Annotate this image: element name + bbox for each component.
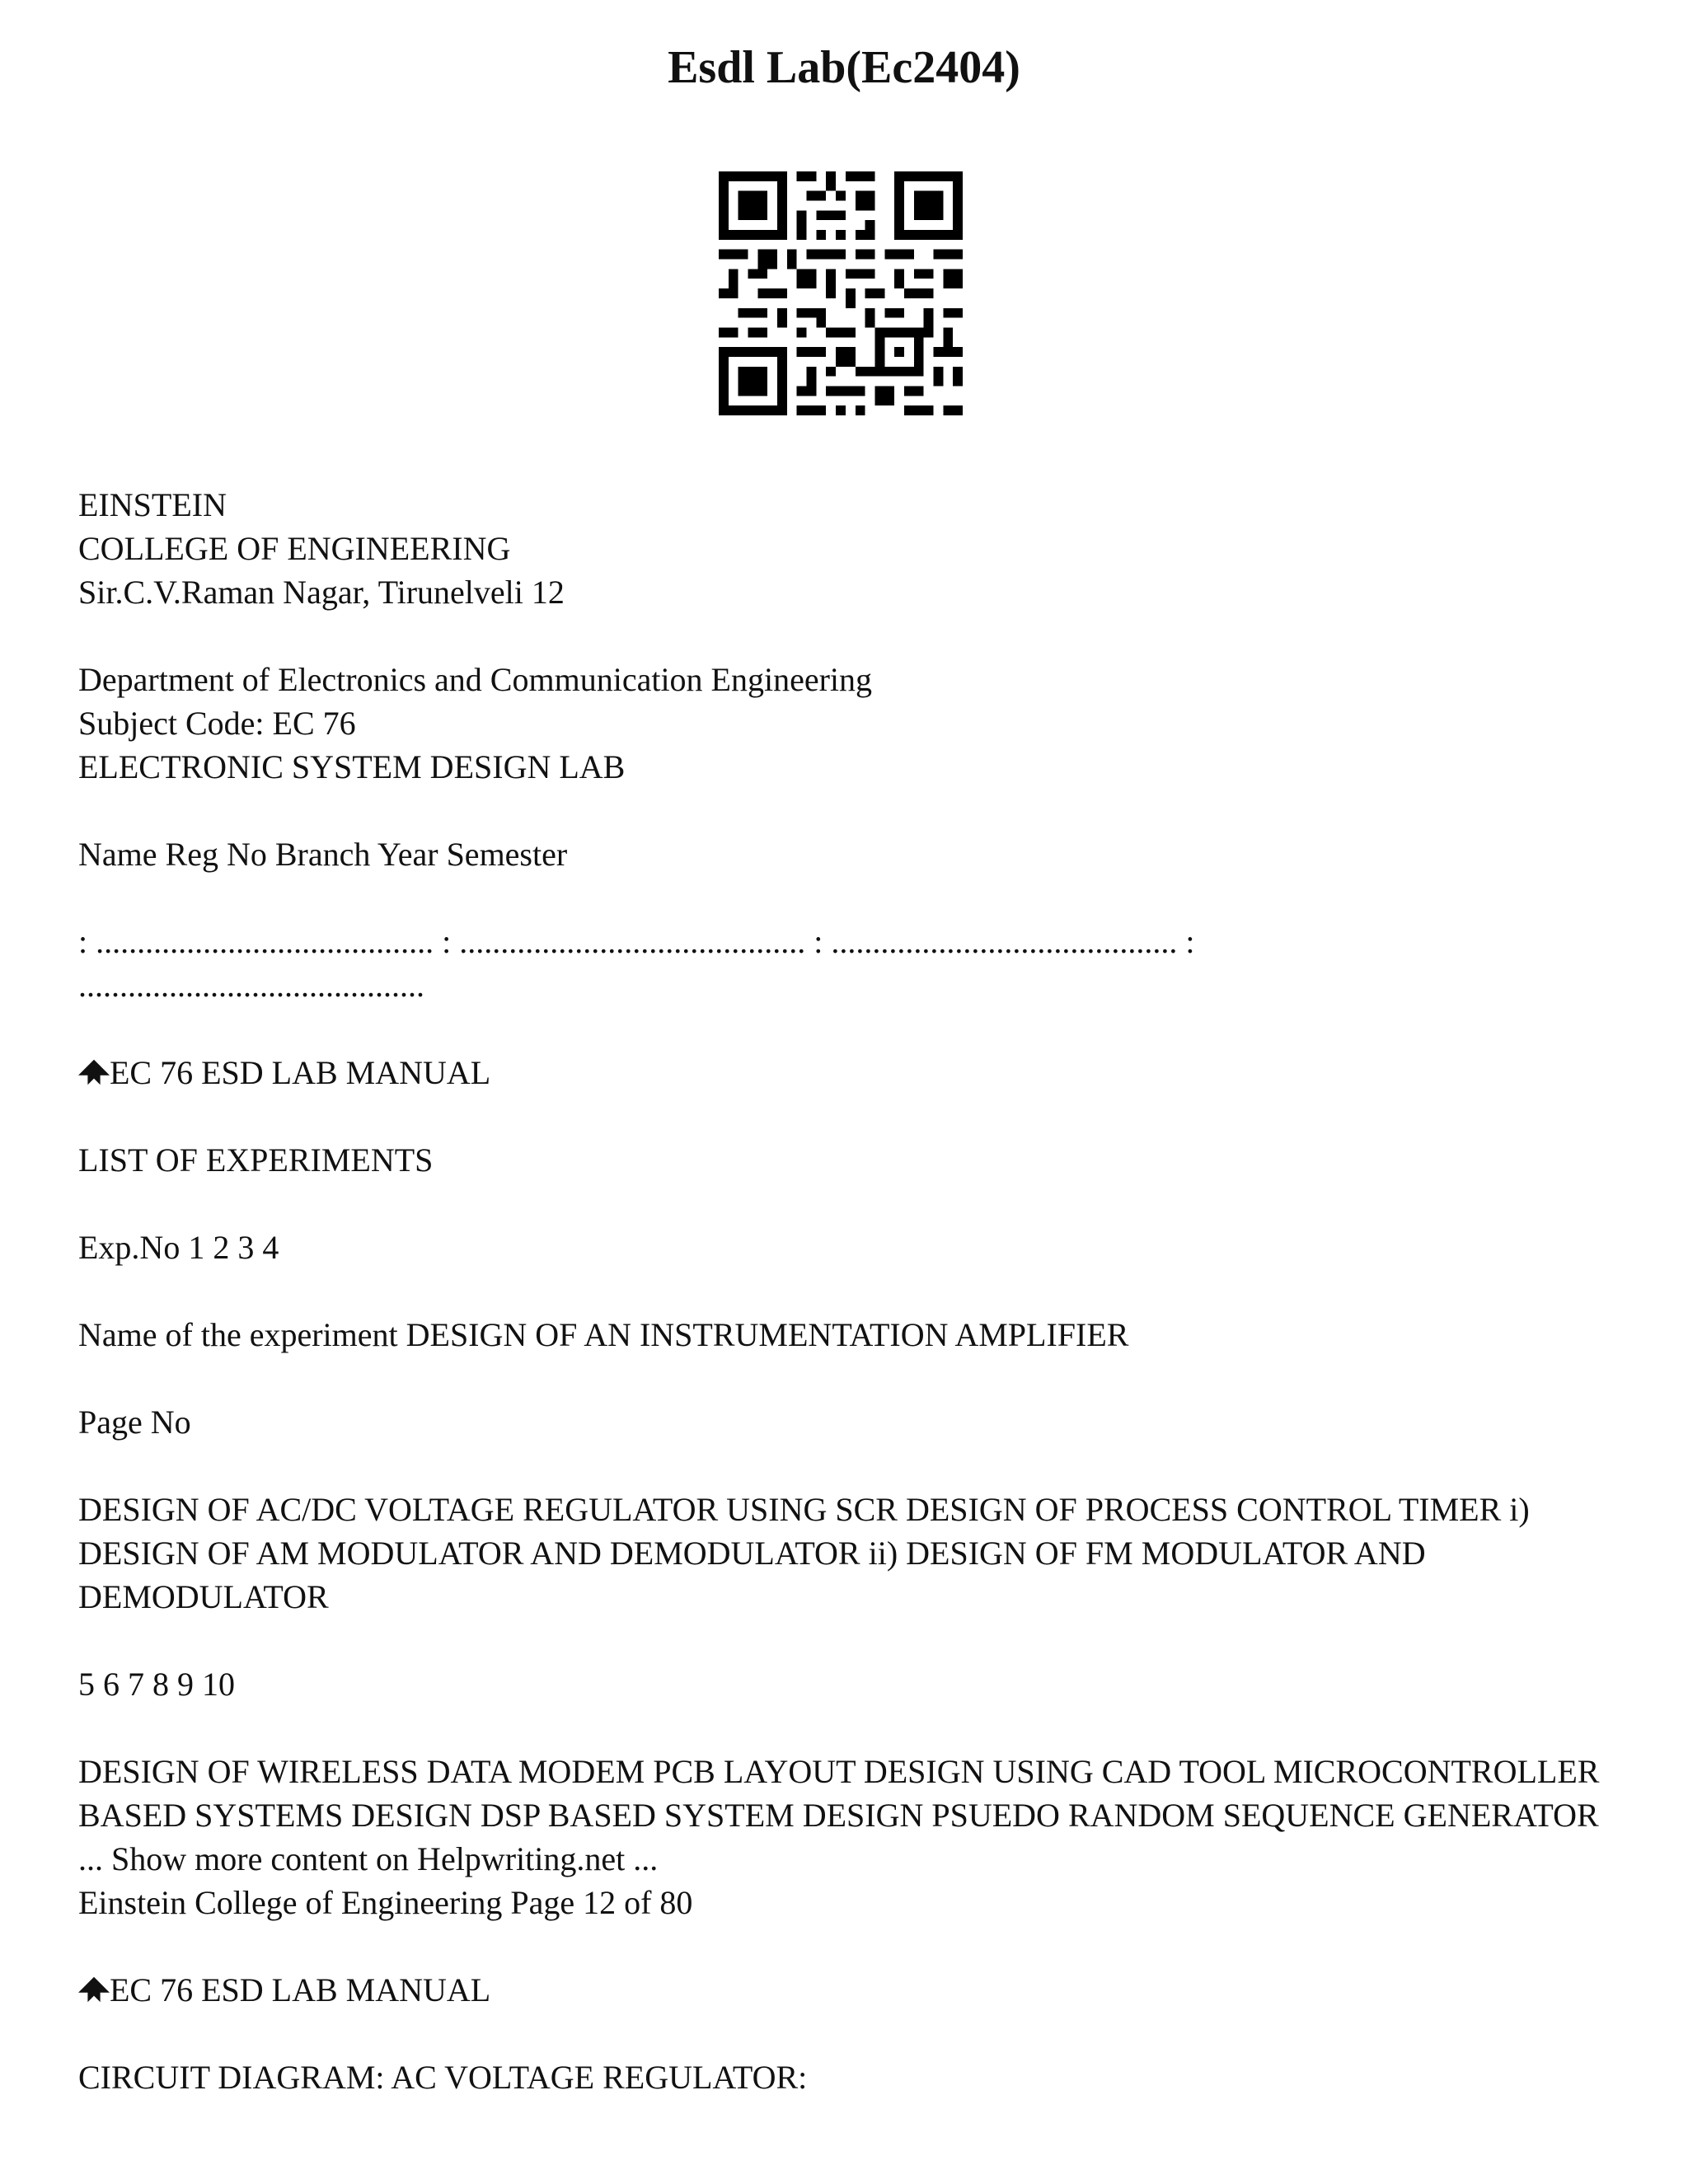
college-address [78,483,1628,614]
student-fields-dots [78,920,1628,1007]
student-fields-label: Name Reg No Branch Year Semester [78,836,568,873]
circuit-diagram-heading: CIRCUIT DIAGRAM: AC VOLTAGE REGULATOR: [78,2059,808,2096]
arrow-up-icon [78,1059,110,1085]
name-of-experiment: Name of the experiment DESIGN OF AN INSTRUMENTATION AMPLIFIER [78,1316,1129,1353]
experiments-list-b-text: DESIGN OF WIRELESS DATA MODEM PCB LAYOUT DESIGN USING CAD TOOL MICROCONTROLLER BASED SYSTEMS DESIGN DSP BASED SYSTEM DESIGN PSUEDO RANDOM SEQUENCE GENERATOR ... Show more content on Helpwriting.net ... [78,1753,1600,1877]
department-info [78,658,1628,789]
list-heading: LIST OF EXPERIMENTS [78,1141,434,1179]
department-line: ELECTRONIC SYSTEM DESIGN LAB [78,748,626,785]
manual-header [78,1968,1628,2012]
department-line: Department of Electronics and Communication Engineering [78,661,873,698]
address-line: EINSTEIN [78,486,227,523]
department-line: Subject Code: EC 76 [78,705,356,742]
arrow-up-icon [78,1976,110,2003]
document-title: Esdl Lab(Ec2404) [668,42,1020,93]
manual-header-text: EC 76 ESD LAB MANUAL [110,1054,491,1091]
dots-line: .......................................... [78,967,424,1004]
experiments-list-a: DESIGN OF AC/DC VOLTAGE REGULATOR USING SCR DESIGN OF PROCESS CONTROL TIMER i) DESIGN OF AM MODULATOR AND DEMODULATOR ii) DESIGN OF FM MODULATOR AND DEMODULATOR [78,1491,1530,1615]
qr-code-icon [719,171,963,415]
address-line: Sir.C.V.Raman Nagar, Tirunelveli 12 [78,574,565,611]
exp-no: Exp.No 1 2 3 4 [78,1229,279,1266]
exp-numbers-b: 5 6 7 8 9 10 [78,1666,235,1703]
address-line: COLLEGE OF ENGINEERING [78,530,511,567]
dots-line: : ......................................... : .......................................... : .......................................... : [78,923,1195,960]
experiments-list-b [78,1750,1628,1924]
manual-header-text: EC 76 ESD LAB MANUAL [110,1971,491,2008]
manual-header [78,1051,1628,1094]
footer-page: Einstein College of Engineering Page 12 of 80 [78,1884,693,1921]
page-no: Page No [78,1404,191,1441]
document-body [78,483,1628,2143]
